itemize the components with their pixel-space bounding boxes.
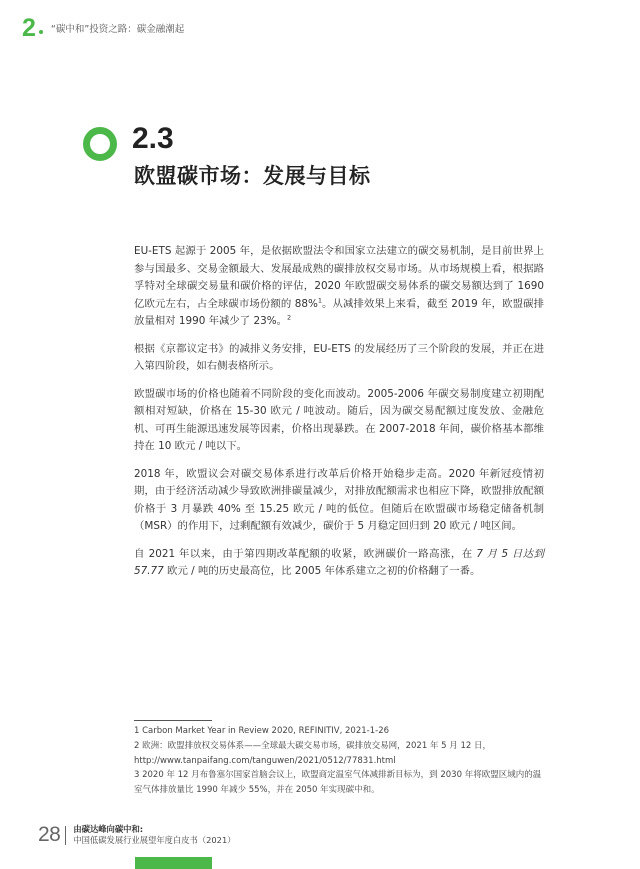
page-footer — [38, 823, 236, 847]
paragraph-4: 2018 年，欧盟议会对碳交易体系进行改革后价格开始稳步走高。2020 年新冠疫情初期，由于经济活动减少导致欧洲排碳量减少，对排放配额需求也相应下降，欧盟排放配额价格于 3 月暴跌 40% 至 15.25 欧元 / 吨的低位。但随后在欧盟碳市场稳定储备机制（MSR）的作用下，过剩配额有效减少，碳价于 5 月稳定回归到 20 欧元 / 吨区间。 — [134, 467, 544, 532]
page-number: 28 — [38, 823, 61, 846]
footnote-2: 2 欧洲：欧盟排放权交易体系——全球最大碳交易市场，碳排放交易网，2021 年 5 月 12 日，http://www.tanpaifang.com/tanguwen/2021/0512/77831.html — [134, 740, 491, 766]
paragraph-1: EU-ETS 起源于 2005 年，是依据欧盟法令和国家立法建立的碳交易机制，是目前世界上参与国最多、交易金额最大、发展最成熟的碳排放权交易市场。从市场规模上看，根据路孚特对全球碳交易量和碳价格的评估，2020 年欧盟碳交易体系的碳交易额达到了 1690 亿欧元左右，占全球碳市场份额的 88%$^1$。从减排效果上来看，截至 2019 年，欧盟碳排放量相对 1990 年减少了 23%。$^2$ — [134, 245, 544, 327]
footer-divider — [65, 826, 66, 845]
footnote-3: 3 2020 年 12 月布鲁塞尔国家首脑会议上，欧盟商定温室气体减排新目标为，到 2030 年将欧盟区域内的温室气体排放量比 1990 年减少 55%，并在 2050 年实现碳中和。 — [134, 770, 542, 796]
footnotes — [134, 724, 544, 798]
footer-title — [73, 824, 235, 846]
footnote-ref-1: 1 — [317, 296, 322, 305]
chapter-dot — [39, 30, 43, 34]
section-title: 欧盟碳市场：发展与目标 — [134, 164, 371, 188]
footnote-divider — [134, 720, 212, 721]
section-ring-icon — [82, 126, 118, 162]
chapter-number: 2 — [22, 13, 36, 42]
running-header — [22, 14, 184, 42]
footer-title-line1: 由碳达峰向碳中和: — [73, 824, 144, 834]
section-number: 2.3 — [132, 122, 174, 155]
header-title: “碳中和”投资之路：碳金融潮起 — [50, 24, 185, 35]
footnote-ref-2: 2 — [286, 313, 292, 322]
footnote-1: 1 Carbon Market Year in Review 2020, REFINITIV, 2021-1-26 — [134, 726, 390, 736]
paragraph-5: 自 2021 年以来，由于第四期改革配额的收紧，欧洲碳价一路高涨，在 7 月 5 日达到 57.77 欧元 / 吨的历史最高位，比 2005 年体系建立之初的价格翻了一番。 — [134, 547, 544, 577]
footer-title-line2: 中国低碳发展行业展望年度白皮书（2021） — [73, 835, 236, 845]
paragraph-3: 欧盟碳市场的价格也随着不同阶段的变化而波动。2005-2006 年碳交易制度建立初期配额相对短缺，价格在 15-30 欧元 / 吨波动。随后，因为碳交易配额过度发放、金融危机、可再生能源迅速发展等因素，价格出现暴跌。在 2007-2018 年间，碳价格基本都维持在 10 欧元 / 吨以下。 — [134, 387, 544, 452]
body-text — [134, 243, 544, 581]
footer-accent-bar — [135, 857, 212, 869]
paragraph-2: 根据《京都议定书》的减排义务安排，EU-ETS 的发展经历了三个阶段的发展，并正在进入第四阶段，如右侧表格所示。 — [134, 342, 544, 372]
